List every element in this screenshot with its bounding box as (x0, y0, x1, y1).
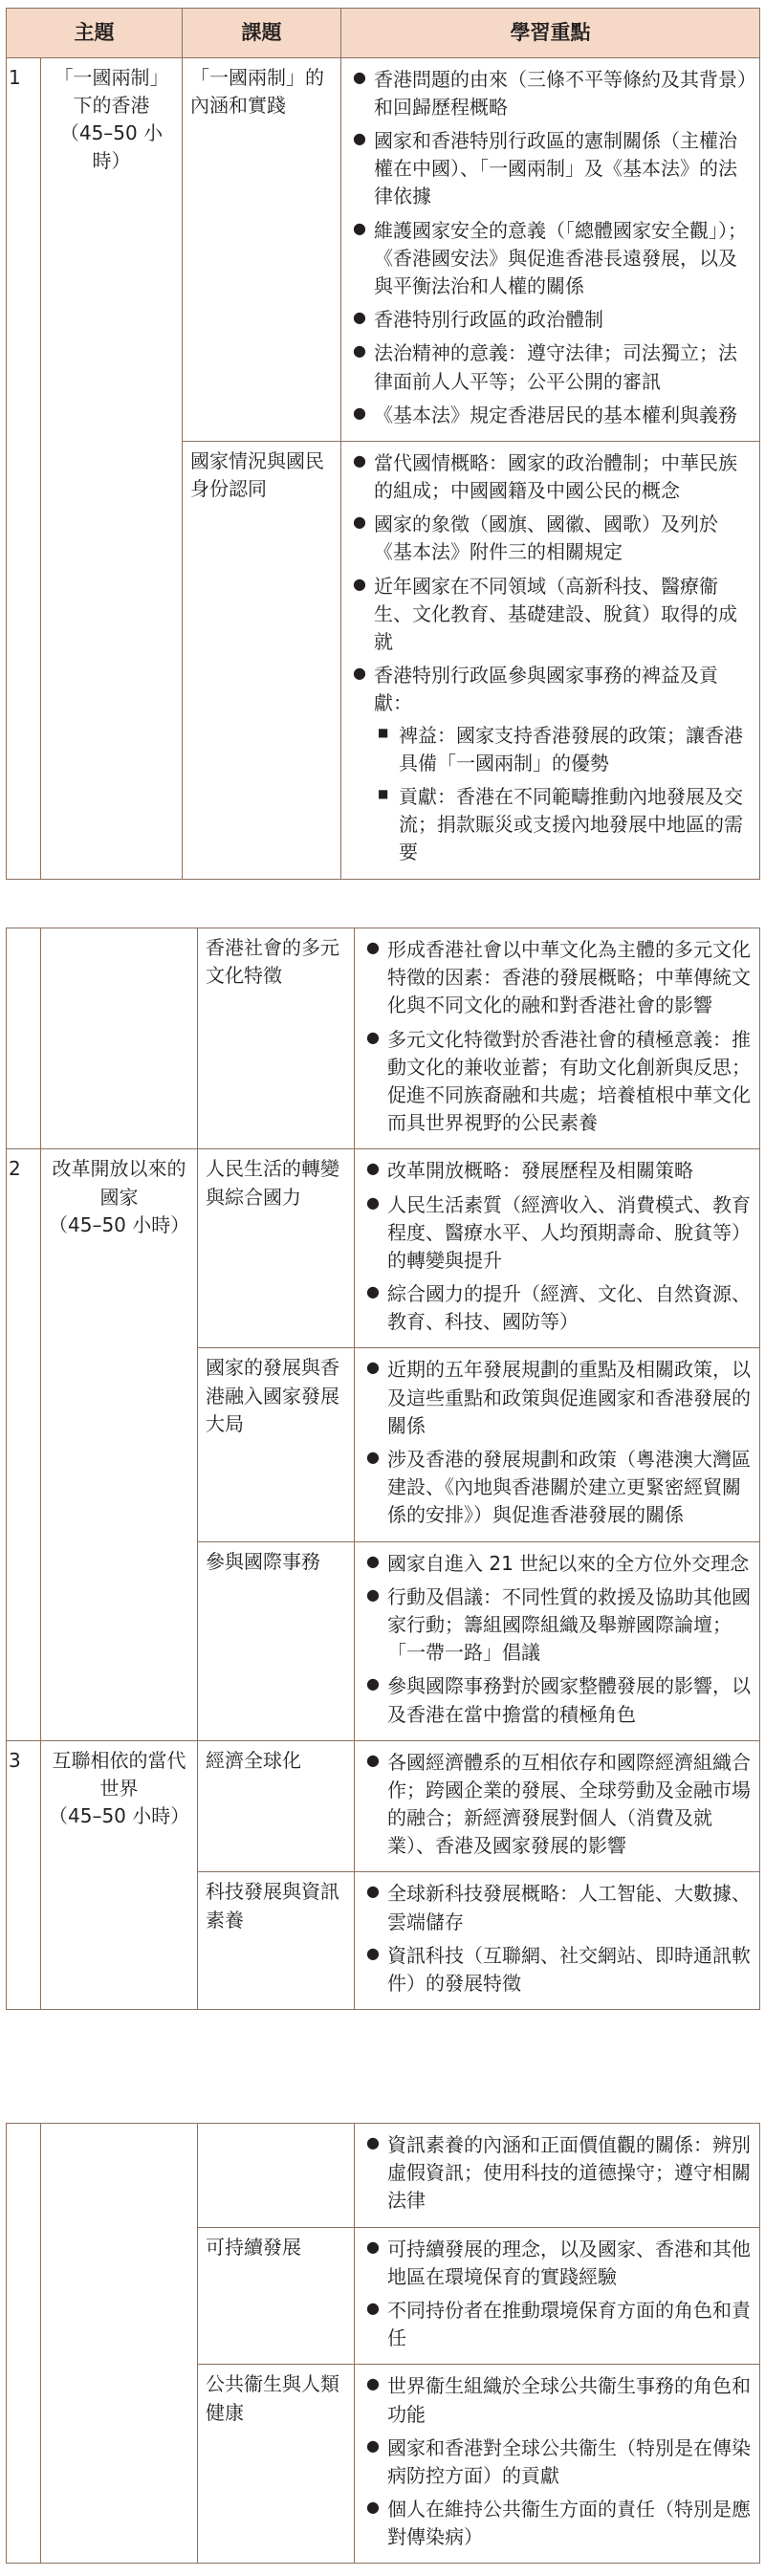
topic-title-empty (198, 2124, 355, 2228)
topic-title: 科技發展與資訊素養 (198, 1872, 355, 2010)
focus-list (362, 1356, 752, 1529)
theme-cell-empty (41, 928, 198, 1149)
focus-point: ● 不同持份者在推動環境保育方面的角色和責任 (387, 2297, 752, 2352)
focus-point: ● 國家的象徵（國旗、國徽、國歌）及列於《基本法》附件三的相關規定 (374, 511, 752, 566)
table-part-3 (6, 2123, 760, 2564)
focus-point: ● 法治精神的意義：遵守法律；司法獨立；法律面前人人平等；公平公開的審訊 (374, 339, 752, 395)
focus-subpoint: ■ 裨益：國家支持香港發展的政策；讓香港具備「一國兩制」的優勢 (399, 722, 752, 777)
focus-cell (355, 1872, 760, 2010)
theme-hours: （45–50 小時） (49, 1212, 190, 1236)
focus-point: ● 多元文化特徵對於香港社會的積極意義：推動文化的兼收並蓄；有助文化創新與反思；促進不同族裔融和共處；培養植根中華文化而具世界視野的公民素養 (387, 1026, 752, 1138)
table-header-row (7, 9, 760, 58)
focus-list (362, 2236, 752, 2353)
theme-cell (41, 57, 183, 879)
focus-point: ● 維護國家安全的意義（「總體國家安全觀」）；《香港國安法》與促進香港長遠發展，以及與平衡法治和人權的關係 (374, 217, 752, 301)
theme-number: 3 (7, 1740, 41, 2010)
focus-point: ● 行動及倡議：不同性質的救援及協助其他國家行動；籌組國際組織及舉辦國際論壇；「一帶一路」倡議 (387, 1583, 752, 1668)
focus-point: ● 世界衞生組織於全球公共衞生事務的角色和功能 (387, 2372, 752, 2428)
focus-point: ● 資訊科技（互聯網、社交網站、即時通訊軟件）的發展特徵 (387, 1942, 752, 1997)
table-row (7, 1740, 760, 1872)
syllabus-table-2 (6, 928, 760, 2010)
theme-number-empty (7, 928, 41, 1149)
theme-title: 互聯相依的當代世界 (52, 1748, 186, 1800)
focus-list (362, 1880, 752, 1997)
focus-point: ● 香港問題的由來（三條不平等條約及其背景）和回歸歷程概略 (374, 66, 752, 121)
theme-number-empty (7, 2124, 41, 2564)
table-row (7, 57, 760, 441)
syllabus-table-3 (6, 2123, 760, 2564)
focus-cell (355, 1740, 760, 1872)
focus-point: ● 參與國際事務對於國家整體發展的影響，以及香港在當中擔當的積極角色 (387, 1672, 752, 1728)
focus-sublist (374, 722, 752, 867)
topic-title: 經濟全球化 (198, 1740, 355, 1872)
focus-point: ● 改革開放概略：發展歷程及相關策略 (387, 1157, 752, 1185)
topic-title: 國家的發展與香港融入國家發展大局 (198, 1348, 355, 1541)
table-row (7, 928, 760, 1149)
header-topic: 課題 (183, 9, 341, 58)
table-row (7, 1149, 760, 1348)
focus-cell (341, 441, 760, 879)
table-part-2 (6, 928, 760, 2010)
focus-cell (355, 1348, 760, 1541)
theme-title: 「一國兩制」下的香港 (54, 65, 169, 117)
header-theme: 主題 (7, 9, 183, 58)
header-focus: 學習重點 (341, 9, 760, 58)
focus-point: ● 綜合國力的提升（經濟、文化、自然資源、教育、科技、國防等） (387, 1280, 752, 1336)
focus-point: ● 國家和香港對全球公共衞生（特別是在傳染病防控方面）的貢獻 (387, 2434, 752, 2490)
topic-title: 國家情況與國民身份認同 (183, 441, 341, 879)
focus-cell (355, 2365, 760, 2564)
focus-cell (355, 2124, 760, 2228)
focus-point: ● 《基本法》規定香港居民的基本權利與義務 (374, 402, 752, 429)
focus-point: ● 資訊素養的內涵和正面價值觀的關係：辨別虛假資訊；使用科技的道德操守；遵守相關法律 (387, 2131, 752, 2216)
focus-cell (355, 1541, 760, 1740)
focus-point: ● 近期的五年發展規劃的重點及相關政策，以及這些重點和政策與促進國家和香港發展的關係 (387, 1356, 752, 1440)
theme-number: 2 (7, 1149, 41, 1740)
focus-point (374, 662, 752, 866)
focus-point-text: 香港特別行政區參與國家事務的裨益及貢獻： (374, 664, 718, 715)
focus-point: ● 人民生活素質（經濟收入、消費模式、教育程度、醫療水平、人均預期壽命、脫貧等）的轉變與提升 (387, 1191, 752, 1276)
focus-point: ● 形成香港社會以中華文化為主體的多元文化特徵的因素：香港的發展概略；中華傳統文化與不同文化的融和對香港社會的影響 (387, 936, 752, 1020)
theme-cell (41, 1149, 198, 1740)
focus-point: ● 香港特別行政區的政治體制 (374, 306, 752, 334)
table-part-1 (6, 8, 760, 880)
topic-title: 公共衞生與人類健康 (198, 2365, 355, 2564)
theme-cell (41, 1740, 198, 2010)
focus-list (349, 66, 752, 429)
topic-title: 人民生活的轉變與綜合國力 (198, 1149, 355, 1348)
focus-point: ● 各國經濟體系的互相依存和國際經濟組織合作；跨國企業的發展、全球勞動及金融市場的融合；新經濟發展對個人（消費及就業）、香港及國家發展的影響 (387, 1749, 752, 1861)
focus-list (362, 936, 752, 1137)
syllabus-table-1 (6, 8, 760, 880)
focus-point: ● 近年國家在不同領域（高新科技、醫療衞生、文化教育、基礎建設、脫貧）取得的成就 (374, 573, 752, 657)
focus-cell (341, 57, 760, 441)
focus-point: ● 當代國情概略：國家的政治體制；中華民族的組成；中國國籍及中國公民的概念 (374, 449, 752, 505)
theme-cell-empty (41, 2124, 198, 2564)
focus-list (362, 1550, 752, 1729)
theme-number: 1 (7, 57, 41, 879)
theme-hours: （45–50 小時） (59, 121, 164, 173)
focus-cell (355, 2227, 760, 2365)
topic-title: 香港社會的多元文化特徵 (198, 928, 355, 1149)
focus-point: ● 國家和香港特別行政區的憲制關係（主權治權在中國）、「一國兩制」及《基本法》的法律依據 (374, 127, 752, 211)
topic-title: 「一國兩制」的內涵和實踐 (183, 57, 341, 441)
focus-list (362, 2131, 752, 2216)
focus-subpoint: ■ 貢獻：香港在不同範疇推動內地發展及交流；捐款賑災或支援內地發展中地區的需要 (399, 783, 752, 867)
topic-title: 可持續發展 (198, 2227, 355, 2365)
theme-title: 改革開放以來的國家 (52, 1157, 186, 1209)
focus-point: ● 可持續發展的理念，以及國家、香港和其他地區在環境保育的實踐經驗 (387, 2236, 752, 2291)
focus-list (349, 449, 752, 867)
focus-list (362, 2372, 752, 2551)
focus-cell (355, 1149, 760, 1348)
table-row (7, 2124, 760, 2228)
theme-hours: （45–50 小時） (49, 1804, 190, 1828)
focus-point: ● 個人在維持公共衞生方面的責任（特別是應對傳染病） (387, 2496, 752, 2551)
focus-point: ● 全球新科技發展概略：人工智能、大數據、雲端儲存 (387, 1880, 752, 1935)
focus-list (362, 1157, 752, 1336)
focus-list (362, 1749, 752, 1861)
focus-point: ● 涉及香港的發展規劃和政策（粵港澳大灣區建設、《內地與香港關於建立更緊密經貿關係的安排》）與促進香港發展的關係 (387, 1446, 752, 1530)
topic-title: 參與國際事務 (198, 1541, 355, 1740)
focus-cell (355, 928, 760, 1149)
focus-point: ● 國家自進入 21 世紀以來的全方位外交理念 (387, 1550, 752, 1578)
